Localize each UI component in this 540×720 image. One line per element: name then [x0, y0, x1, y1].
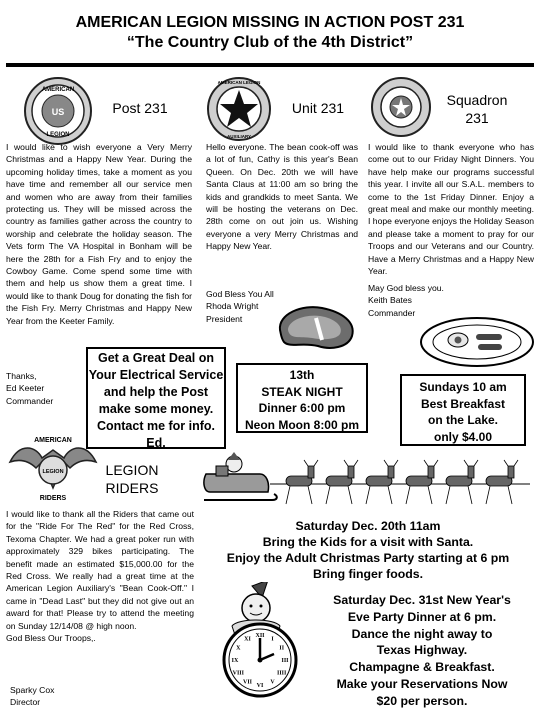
emblem-center-text: US: [51, 107, 65, 117]
clock-numeral: III: [281, 658, 289, 664]
squadron-signoff: May God bless you. Keith Bates Commander: [368, 283, 444, 318]
electrical-service-box: Get a Great Deal on Your Electrical Service and help the Post make some money. Contact me for info. Ed.: [86, 347, 226, 449]
unit-heading: Unit 231: [291, 100, 345, 116]
aux-emblem-bottom-text: AUXILIARY: [226, 134, 252, 139]
santa-event-text: Saturday Dec. 20th 11am Bring the Kids for a visit with Santa. Enjoy the Adult Christmas Party starting at 6 pm Bring finger foods.: [226, 519, 510, 581]
clock-numeral: XII: [255, 633, 265, 639]
clock-numeral: I: [271, 636, 274, 643]
riders-signoff: Sparky Cox Director: [10, 685, 55, 708]
clock-numeral: IIII: [277, 670, 287, 677]
steak-night-box: 13th STEAK NIGHT Dinner 6:00 pm Neon Moon 8:00 pm: [236, 363, 368, 433]
new-year-baby-clock-icon: [208, 582, 312, 702]
steak-icon: [272, 300, 360, 356]
post-body: I would like to wish everyone a Very Merry Christmas and a Happy New Year. During the upcoming holiday times, take a moment as you have time and remember all our service men and women who are away from their families protecting us. They will be missed across the country as families gather across the country to worship and celebrate the holiday season. The Vets form The VA Hospital in Bonham will be here the 28th for a Fish Fry and to enjoy the Cowboy Game. Come spend some time with them and help us show them a great time. I would like to thank Doug for donating the fish for the Fish Fry. Merry Christmas and Happy New Year from the Keeter Family.: [6, 142, 192, 326]
breakfast-plate-icon: [418, 314, 536, 370]
riders-emblem-middle-text: LEGION: [42, 469, 64, 475]
clock-numeral: II: [279, 645, 285, 652]
new-year-event-text: Saturday Dec. 31st New Year's Eve Party Dinner at 6 pm. Dance the night away to Texas Highway. Champagne & Breakfast. Make your Reservations Now $20 per person.: [333, 593, 511, 708]
newsletter-title: AMERICAN LEGION MISSING IN ACTION POST 231: [75, 14, 465, 31]
squadron-heading: Squadron 231: [446, 92, 508, 126]
clock-numeral: X: [236, 645, 241, 652]
legion-auxiliary-emblem-icon: [206, 76, 272, 142]
emblem-bottom-text: LEGION: [46, 132, 70, 138]
unit-signoff: God Bless You All Rhoda Wright President: [206, 289, 274, 324]
header-divider: [6, 63, 534, 67]
riders-body: I would like to thank all the Riders that came out for the "Ride For The Red" for the Red Cross, Texoma Chapter. We had a great poker run with approximately 329 bikes participating. The benefit made an estimated $15,000.00 for the Red Cross. We really had a great time at the American Legion Auxiliary's "Bean Cook-Off." I came in "Dead Last" but they did not give out an award for that! Please try to attend the meeting on Sunday 12/14/08 @ high noon. God Bless Our Troops,.: [6, 509, 194, 644]
post-heading: Post 231: [112, 100, 168, 116]
santa-sleigh-reindeer-icon: [200, 452, 536, 518]
breakfast-box: Sundays 10 am Best Breakfast on the Lake. only $4.00: [400, 374, 526, 446]
american-legion-emblem-icon: [18, 76, 98, 146]
unit-body: Hello everyone. The bean cook-off was a lot of fun, Cathy is this year's Bean Queen. On Dec. 20th we will have Santa Claus at 11:00 am so bring the kids and grandkids to meet Santa. We will be hosting the veterans on Dec. 28th come on out join us. Wishing everyone a very Merry Christmas and Happy New Year.: [206, 142, 358, 252]
squadron-body: I would like to thank everyone who has come out to our Friday Night Dinners. You have help make our programs successful this year. I invite all our S.A.L. members to come to the 1st Friday Dinner. Enjoy a great meal and make our monthly meeting. I hope everyone enjoys the Holiday Season and please take a moment to pray for our Troops and our Veterans and our Country. Have a Merry Christmas and a Happy New Year.: [368, 142, 534, 277]
riders-emblem-top-text: AMERICAN: [34, 437, 72, 444]
clock-numeral: VII: [242, 679, 253, 686]
clock-numeral: IX: [231, 658, 239, 664]
clock-numeral: VI: [256, 683, 264, 689]
legion-riders-eagle-emblem-icon: [6, 432, 100, 504]
newsletter-subtitle: “The Country Club of the 4th District”: [126, 34, 414, 51]
post-signoff: Thanks, Ed Keeter Commander: [6, 371, 54, 406]
clock-numeral: XI: [244, 636, 251, 643]
emblem-top-text: AMERICAN: [41, 87, 75, 93]
riders-emblem-bottom-text: RIDERS: [39, 495, 67, 502]
clock-numeral: V: [270, 679, 275, 686]
sons-of-legion-emblem-icon: [368, 76, 434, 138]
riders-heading: LEGION RIDERS: [105, 462, 159, 496]
aux-emblem-top-text: AMERICAN LEGION: [217, 80, 261, 85]
clock-numeral: VIII: [232, 670, 244, 677]
